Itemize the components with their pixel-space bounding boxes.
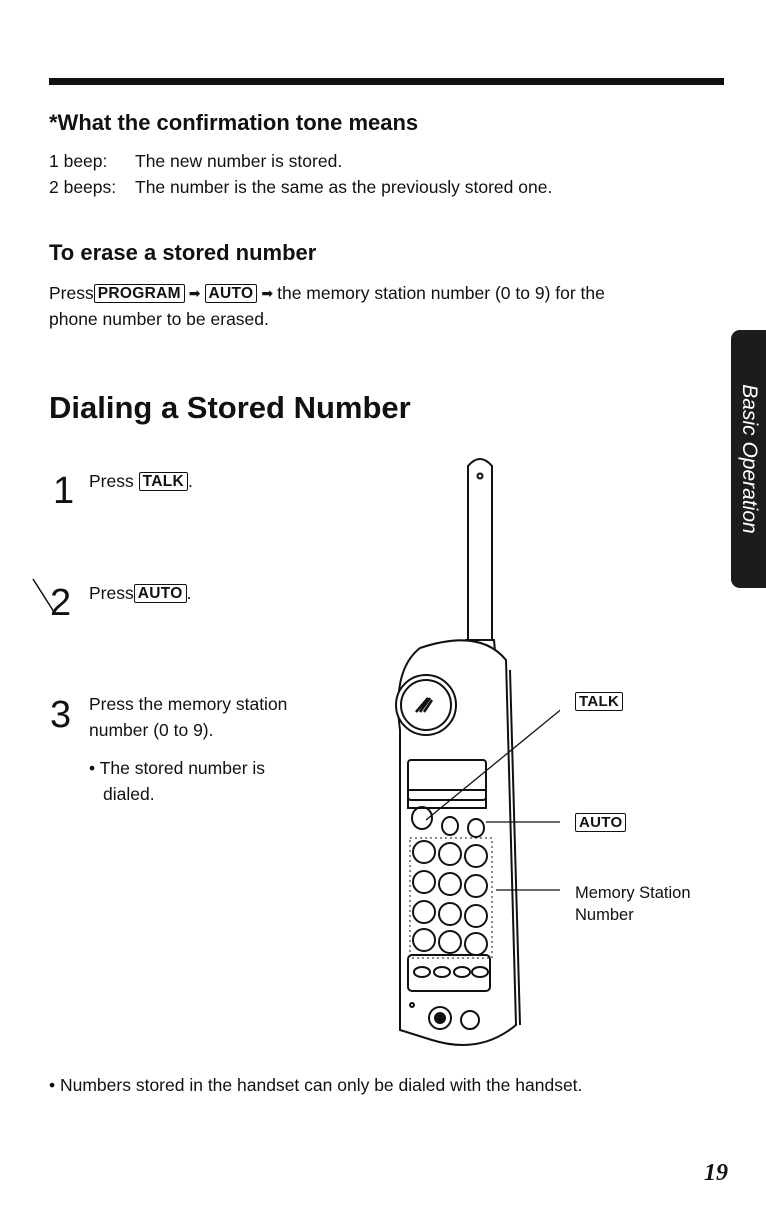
page-number: 19 bbox=[704, 1160, 728, 1186]
step-1-press: Press bbox=[89, 471, 134, 491]
step-2-end: . bbox=[186, 583, 192, 603]
arrow-right-icon: ➡ bbox=[188, 285, 201, 301]
dialing-title: Dialing a Stored Number bbox=[49, 390, 411, 425]
auto-key: AUTO bbox=[134, 584, 187, 603]
auto-key-label: AUTO bbox=[575, 813, 626, 832]
step-2-text bbox=[89, 580, 191, 606]
step-1-end: . bbox=[187, 471, 193, 491]
figure-label-memory-1: Memory Station bbox=[575, 884, 691, 902]
beep2-text: The number is the same as the previously stored one. bbox=[135, 177, 553, 197]
erase-heading: To erase a stored number bbox=[49, 240, 317, 265]
step-3-bullet2: dialed. bbox=[103, 784, 155, 804]
confirmation-heading: *What the confirmation tone means bbox=[49, 110, 419, 135]
handset-illustration bbox=[380, 450, 560, 1055]
step-2-press: Press bbox=[89, 583, 134, 603]
step-3-bullet1: • The stored number is bbox=[89, 758, 266, 778]
erase-text-after: the memory station number (0 to 9) for the bbox=[277, 283, 605, 303]
arrow-right-icon: ➡ bbox=[261, 285, 274, 301]
erase-instruction bbox=[49, 280, 605, 306]
step-1-text bbox=[89, 468, 193, 494]
erase-line2: phone number to be erased. bbox=[49, 309, 269, 329]
step-3-line1: Press the memory station bbox=[89, 694, 288, 714]
step-3-line2: number (0 to 9). bbox=[89, 720, 214, 740]
figure-label-auto bbox=[575, 813, 626, 833]
talk-key: TALK bbox=[139, 472, 188, 491]
footnote: • Numbers stored in the handset can only be dialed with the handset. bbox=[49, 1075, 583, 1095]
step-1-number: 1 bbox=[53, 470, 75, 512]
erase-press: Press bbox=[49, 283, 94, 303]
side-tab-label: Basic Operation bbox=[737, 384, 761, 534]
step-3-number: 3 bbox=[50, 694, 72, 736]
talk-key-label: TALK bbox=[575, 692, 623, 711]
beep1-label: 1 beep: bbox=[49, 151, 108, 171]
beep1-text: The new number is stored. bbox=[135, 151, 343, 171]
beep2-label: 2 beeps: bbox=[49, 177, 117, 197]
section-side-tab bbox=[731, 330, 766, 588]
figure-label-talk bbox=[575, 692, 623, 712]
step-2-number: 2 bbox=[50, 582, 72, 624]
program-key: PROGRAM bbox=[94, 284, 185, 303]
figure-label-memory-2: Number bbox=[575, 906, 634, 924]
auto-key: AUTO bbox=[205, 284, 258, 303]
top-rule bbox=[49, 78, 724, 85]
